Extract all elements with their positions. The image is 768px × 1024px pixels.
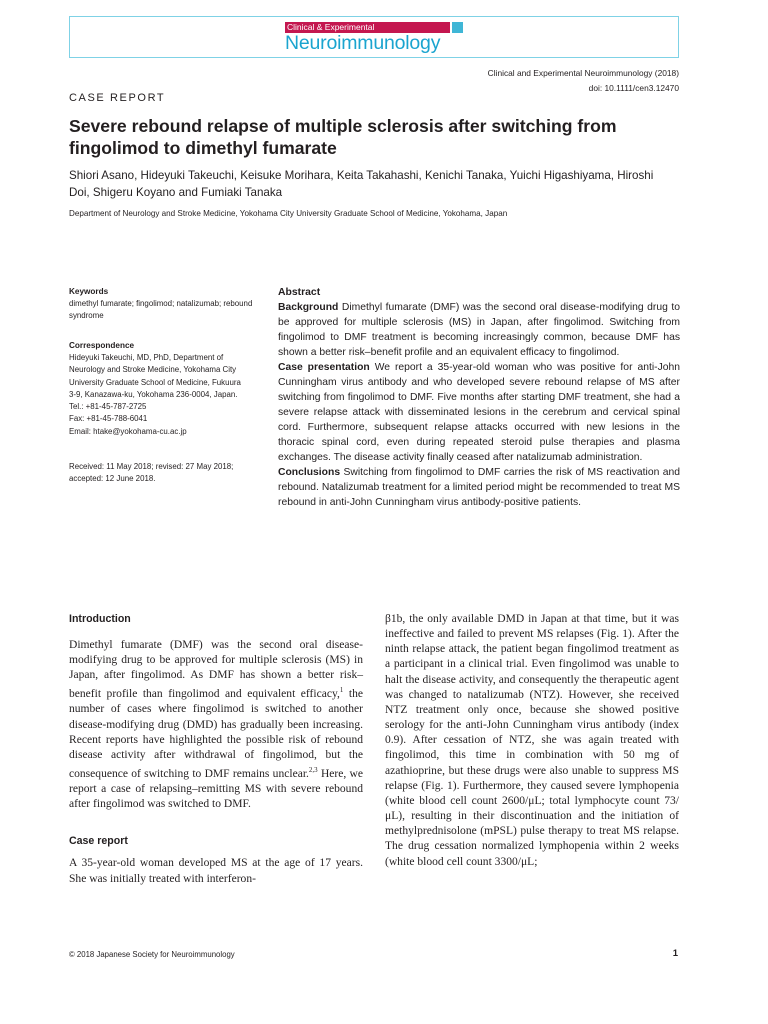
introduction-paragraph	[69, 638, 363, 812]
correspondence-line: Neurology and Stroke Medicine, Yokohama City	[69, 365, 237, 375]
abstract-case	[278, 360, 680, 465]
correspondence-line: 3-9, Kanazawa-ku, Yokohama 236-0004, Japan.	[69, 389, 238, 399]
correspondence-line: Hideyuki Takeuchi, MD, PhD, Department of	[69, 353, 224, 362]
affiliation: Department of Neurology and Stroke Medicine, Yokohama City University Graduate School of Medicine, Yokohama, Japan	[69, 209, 508, 218]
correspondence-tel: Tel.: +81-45-787-2725	[69, 402, 147, 412]
journal-logo-square	[452, 22, 463, 33]
reference-1[interactable]: 1	[339, 686, 344, 695]
introduction-heading: Introduction	[69, 613, 131, 625]
case-report-continued: β1b, the only available DMD in Japan at that time, but it was ineffective and failed to prevent MS relapses (Fig. 1). After the ninth relapse attack, the patient began fingolimod treatment as a participant in a clinical trial. Even fingolimod was unable to halt the disease activity, and consequently the therapeutic agent was changed to natalizumab (NTZ). However, she received NTZ treatment only once, because she showed positive serology for the anti-John Cunningham virus antibody (index 0.9). After cessation of NTZ, she was again treated with fingolimod, this time in combination with 50 mg of azathioprine, but these drugs were also unable to suppress MS relapse (Fig. 1). Furthermore, they caused severe lymphopenia (white blood cell count 2600/μL; total lymphocyte count 73/μL), resulting in their discontinuation and the initiation of methylprednisolone (mPSL) pulse therapy to treat MS relapse. The drug cessation normalized lymphopenia within 2 weeks (white blood cell count 3300/μL;	[385, 613, 679, 868]
journal-name: Neuroimmunology	[285, 32, 441, 54]
correspondence-heading: Correspondence	[69, 341, 135, 350]
case-report-heading: Case report	[69, 835, 128, 848]
abstract-background	[278, 300, 680, 360]
article-title: Severe rebound relapse of multiple sclerosis after switching from fingolimod to dimethyl fumarate	[69, 116, 617, 158]
journal-citation: Clinical and Experimental Neuroimmunology (2018)	[487, 68, 679, 78]
accepted-line: accepted: 12 June 2018.	[69, 474, 156, 484]
copyright-notice: © 2018 Japanese Society for Neuroimmunology	[69, 950, 235, 959]
journal-logo-band: Clinical & Experimental	[285, 22, 450, 33]
abstract-conclusions	[278, 465, 680, 510]
received-line: Received: 11 May 2018; revised: 27 May 2018;	[69, 462, 234, 471]
keywords-block	[69, 286, 264, 323]
author-list: Shiori Asano, Hideyuki Takeuchi, Keisuke Morihara, Keita Takahashi, Kenichi Tanaka, Yuichi Higashiyama, Hiroshi Doi, Shigeru Koyano and Fumiaki Tanaka	[69, 169, 654, 199]
abstract-heading: Abstract	[278, 287, 321, 298]
keywords-text: dimethyl fumarate; fingolimod; natalizumab; rebound syndrome	[69, 299, 253, 321]
intro-text-2: the number of cases where fingolimod is switched to another disease-modifying drug (DMD) has gradually been increasing. Recent reports have highlighted the possible risk of rebound disease activity after withdrawal of fingolimod, but the consequence of switching to DMF remains unclear.	[69, 688, 363, 780]
abstract-conclusions-text: Switching from fingolimod to DMF carries the risk of MS reactivation and rebound. Natalizumab treatment for a limited period might be recommended to treat MS rebound in anti-John Cunningham virus antibody-positive patients.	[278, 467, 681, 508]
correspondence-block	[69, 340, 264, 438]
correspondence-email[interactable]: Email: htake@yokohama-cu.ac.jp	[69, 426, 187, 436]
abstract-background-label: Background	[278, 302, 339, 313]
intro-text-1: Dimethyl fumarate (DMF) was the second oral disease-modifying drug to be approved for multiple sclerosis (MS) in Japan, after fingolimod. As DMF has shown a better risk–benefit profile than fingolimod and equivalent efficacy,	[69, 639, 363, 701]
article-type-label: CASE REPORT	[69, 92, 166, 104]
abstract	[278, 285, 680, 510]
doi-link[interactable]: doi: 10.1111/cen3.12470	[588, 83, 679, 93]
abstract-case-label: Case presentation	[278, 362, 370, 373]
body-column-left	[69, 612, 363, 887]
abstract-case-text: We report a 35-year-old woman who was positive for anti-John Cunningham virus antibody and who developed severe rebound relapse of MS after switching from fingolimod to DMF. Five months after starting DMF treatment, she had a severe relapse attack with disseminated lesions in the cerebrum and cervical spinal cord. Furthermore, subsequent relapse attacks occurred with new lesions in the thoracic spinal cord, even during repeated steroid pulse therapies and plasma exchanges. The disease activity finally ceased after natalizumab administration.	[278, 362, 680, 463]
abstract-conclusions-label: Conclusions	[278, 467, 341, 478]
body-column-right	[385, 612, 679, 870]
correspondence-line: University Graduate School of Medicine, Fukuura	[69, 377, 241, 387]
keywords-heading: Keywords	[69, 287, 109, 296]
correspondence-fax: Fax: +81-45-788-6041	[69, 414, 148, 424]
abstract-background-text: Dimethyl fumarate (DMF) was the second oral disease-modifying drug to be approved for multiple sclerosis (MS) in Japan, after fingolimod. Switching from fingolimod to DMF treatment is becoming increasingly common, because DMF has shown a better risk–benefit profile and an equivalent efficacy to fingolimod.	[278, 302, 680, 358]
case-report-paragraph: A 35-year-old woman developed MS at the age of 17 years. She was initially treated with interferon-	[69, 857, 363, 885]
page-number: 1	[672, 948, 678, 959]
intro-text-3: Here, we report a case of relapsing–remitting MS with severe rebound after fingolimod was switched to DMF.	[69, 767, 363, 811]
journal-logo	[285, 22, 465, 54]
received-dates	[69, 461, 264, 486]
reference-2-3[interactable]: 2,3	[308, 766, 318, 775]
